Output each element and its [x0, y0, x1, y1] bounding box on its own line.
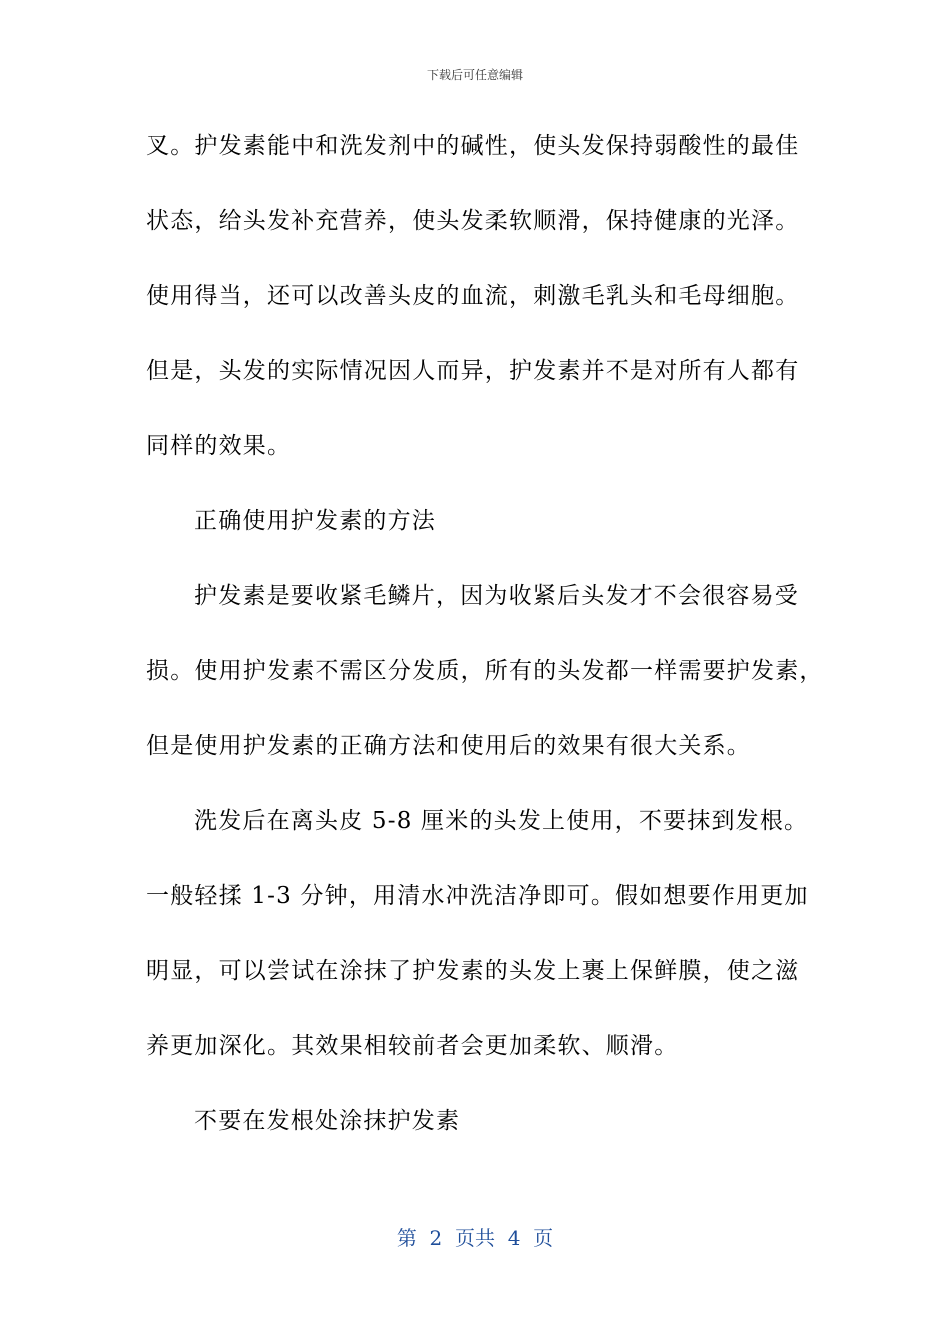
page-number-footer: 第 2 页共 4 页	[396, 1226, 554, 1250]
paragraph-line: 护发素是要收紧毛鳞片，因为收紧后头发才不会很容易受	[194, 583, 799, 609]
paragraph-line: 一般轻揉 1-3 分钟，用清水冲洗洁净即可。假如想要作用更加	[146, 883, 809, 909]
paragraph-line: 洗发后在离头皮 5-8 厘米的头发上使用，不要抹到发根。	[194, 808, 809, 834]
paragraph-line: 状态，给头发补充营养，使头发柔软顺滑，保持健康的光泽。	[146, 208, 800, 234]
section-heading: 正确使用护发素的方法	[194, 508, 436, 534]
paragraph-line: 叉。护发素能中和洗发剂中的碱性，使头发保持弱酸性的最佳	[146, 133, 800, 159]
paragraph-line: 明显，可以尝试在涂抹了护发素的头发上裹上保鲜膜，使之滋	[146, 958, 800, 984]
paragraph-line: 但是，头发的实际情况因人而异，护发素并不是对所有人都有	[146, 358, 800, 384]
paragraph-line: 但是使用护发素的正确方法和使用后的效果有很大关系。	[146, 733, 751, 759]
paragraph-line: 损。使用护发素不需区分发质，所有的头发都一样需要护发素，	[146, 658, 824, 684]
paragraph-line: 养更加深化。其效果相较前者会更加柔软、顺滑。	[146, 1033, 679, 1059]
section-heading: 不要在发根处涂抹护发素	[194, 1108, 461, 1134]
paragraph-line: 使用得当，还可以改善头皮的血流，刺激毛乳头和毛母细胞。	[146, 283, 800, 309]
paragraph-line: 同样的效果。	[146, 433, 292, 459]
page-header: 下载后可任意编辑	[426, 68, 523, 82]
document-body	[146, 121, 824, 1171]
